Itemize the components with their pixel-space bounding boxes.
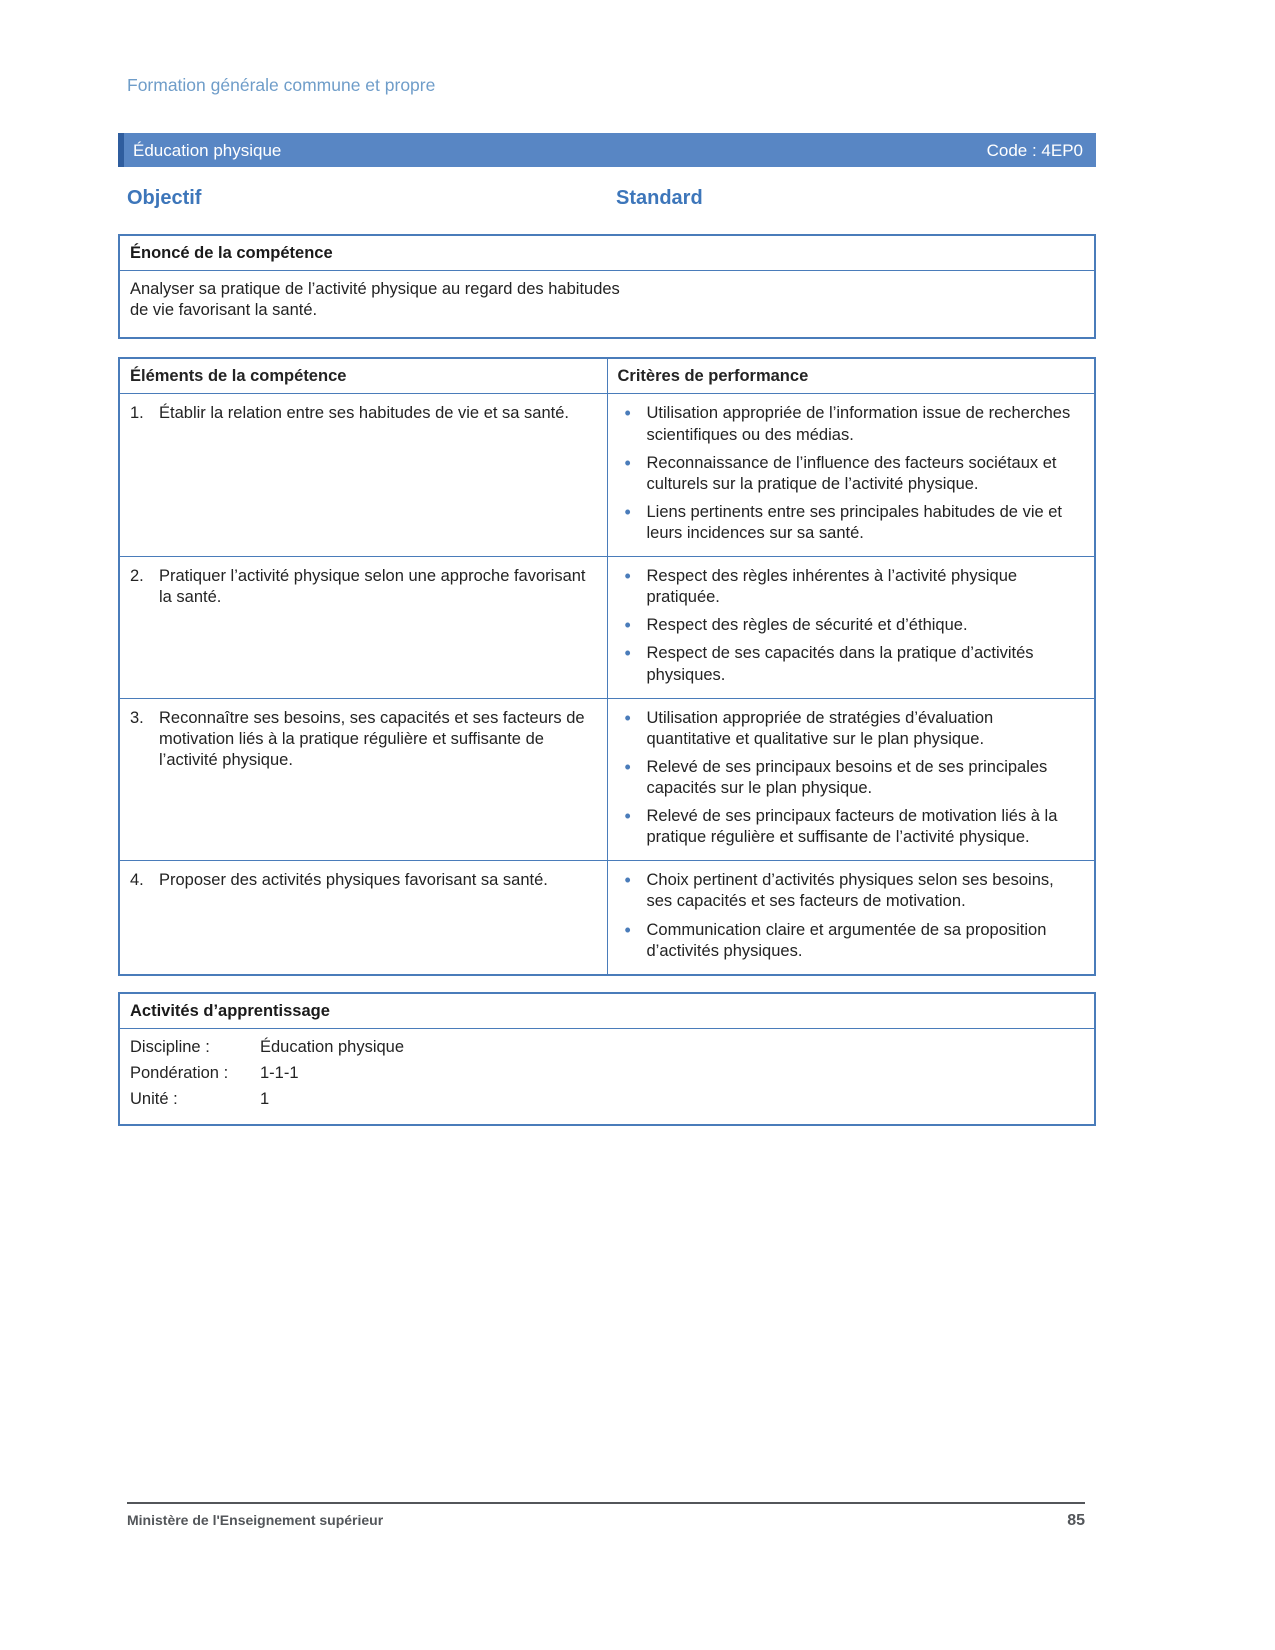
enonce-title: Énoncé de la compétence: [120, 236, 1094, 271]
table-row: [119, 394, 1095, 557]
column-header-criteres: Critères de performance: [607, 358, 1095, 394]
page-number: 85: [1067, 1512, 1085, 1529]
element-number: 1.: [130, 404, 144, 423]
element-text: Pratiquer l’activité physique selon une approche favorisant la santé.: [159, 567, 586, 607]
enonce-box: [118, 234, 1096, 339]
element-number: 3.: [130, 708, 144, 727]
element-cell: [119, 394, 607, 557]
activity-value: 1-1-1: [260, 1063, 299, 1082]
section-header: Formation générale commune et propre: [127, 75, 436, 95]
criteria-list: [618, 566, 1081, 686]
standard-heading: Standard: [616, 187, 703, 210]
criterion-item: • Choix pertinent d’activités physiques selon ses besoins, ses capacités et ses facteurs de motivation.: [618, 870, 1081, 912]
activity-label: Discipline :: [130, 1037, 210, 1056]
criteria-list: [618, 708, 1081, 849]
table-row: [119, 861, 1095, 975]
criterion-item: • Utilisation appropriée de stratégies d’évaluation quantitative et qualitative sur le plan physique.: [618, 708, 1081, 750]
criteria-cell: [607, 394, 1095, 557]
criterion-item: • Communication claire et argumentée de sa proposition d’activités physiques.: [618, 920, 1081, 962]
table-row: [119, 557, 1095, 699]
element-cell: [119, 557, 607, 699]
activity-label: Pondération :: [130, 1063, 229, 1082]
activities-title: Activités d’apprentissage: [120, 994, 1094, 1029]
table-row: [119, 698, 1095, 861]
criteria-cell: [607, 698, 1095, 861]
column-header-elements: Éléments de la compétence: [119, 358, 607, 394]
criteria-list: [618, 870, 1081, 961]
criterion-item: • Liens pertinents entre ses principales habitudes de vie et leurs incidences sur sa santé.: [618, 502, 1081, 544]
activities-body: [120, 1029, 1094, 1124]
element-text: Établir la relation entre ses habitudes de vie et sa santé.: [159, 404, 569, 423]
enonce-body: [120, 271, 1094, 337]
criterion-item: • Reconnaissance de l’influence des facteurs sociétaux et culturels sur la pratique de l’activité physique.: [618, 453, 1081, 495]
criteria-cell: [607, 557, 1095, 699]
page-footer: [127, 1502, 1085, 1531]
activities-box: [118, 992, 1096, 1126]
criterion-item: • Respect des règles de sécurité et d’éthique.: [618, 615, 1081, 636]
element-number: 2.: [130, 567, 144, 586]
objectif-heading: Objectif: [127, 187, 202, 210]
ministry-name: Ministère de l'Enseignement supérieur: [127, 1512, 384, 1528]
table-header-row: [119, 358, 1095, 394]
enonce-text: Analyser sa pratique de l’activité physique au regard des habitudes de vie favorisant la santé.: [130, 280, 620, 320]
criterion-item: • Relevé de ses principaux facteurs de motivation liés à la pratique régulière et suffisante de l’activité physique.: [618, 806, 1081, 848]
subject-banner: [118, 133, 1096, 167]
element-text: Proposer des activités physiques favorisant sa santé.: [159, 871, 548, 890]
activity-value: 1: [260, 1090, 270, 1109]
element-text: Reconnaître ses besoins, ses capacités et ses facteurs de motivation liés à la pratique régulière et suffisante de l’activité physique.: [159, 708, 585, 769]
element-cell: [119, 698, 607, 861]
competence-table: [118, 357, 1096, 975]
criteria-cell: [607, 861, 1095, 975]
criterion-item: • Utilisation appropriée de l’information issue de recherches scientifiques ou des médias.: [618, 403, 1081, 445]
activity-value: Éducation physique: [260, 1037, 405, 1056]
element-cell: [119, 861, 607, 975]
column-headings: [127, 186, 1275, 212]
criterion-item: • Relevé de ses principaux besoins et de ses principales capacités sur le plan physique.: [618, 757, 1081, 799]
activity-label: Unité :: [130, 1090, 178, 1109]
criterion-item: • Respect des règles inhérentes à l’activité physique pratiquée.: [618, 566, 1081, 608]
subject-title: Éducation physique: [133, 140, 282, 160]
subject-code: Code : 4EP0: [986, 140, 1083, 160]
criterion-item: • Respect de ses capacités dans la pratique d’activités physiques.: [618, 643, 1081, 685]
element-number: 4.: [130, 871, 144, 890]
criteria-list: [618, 403, 1081, 544]
